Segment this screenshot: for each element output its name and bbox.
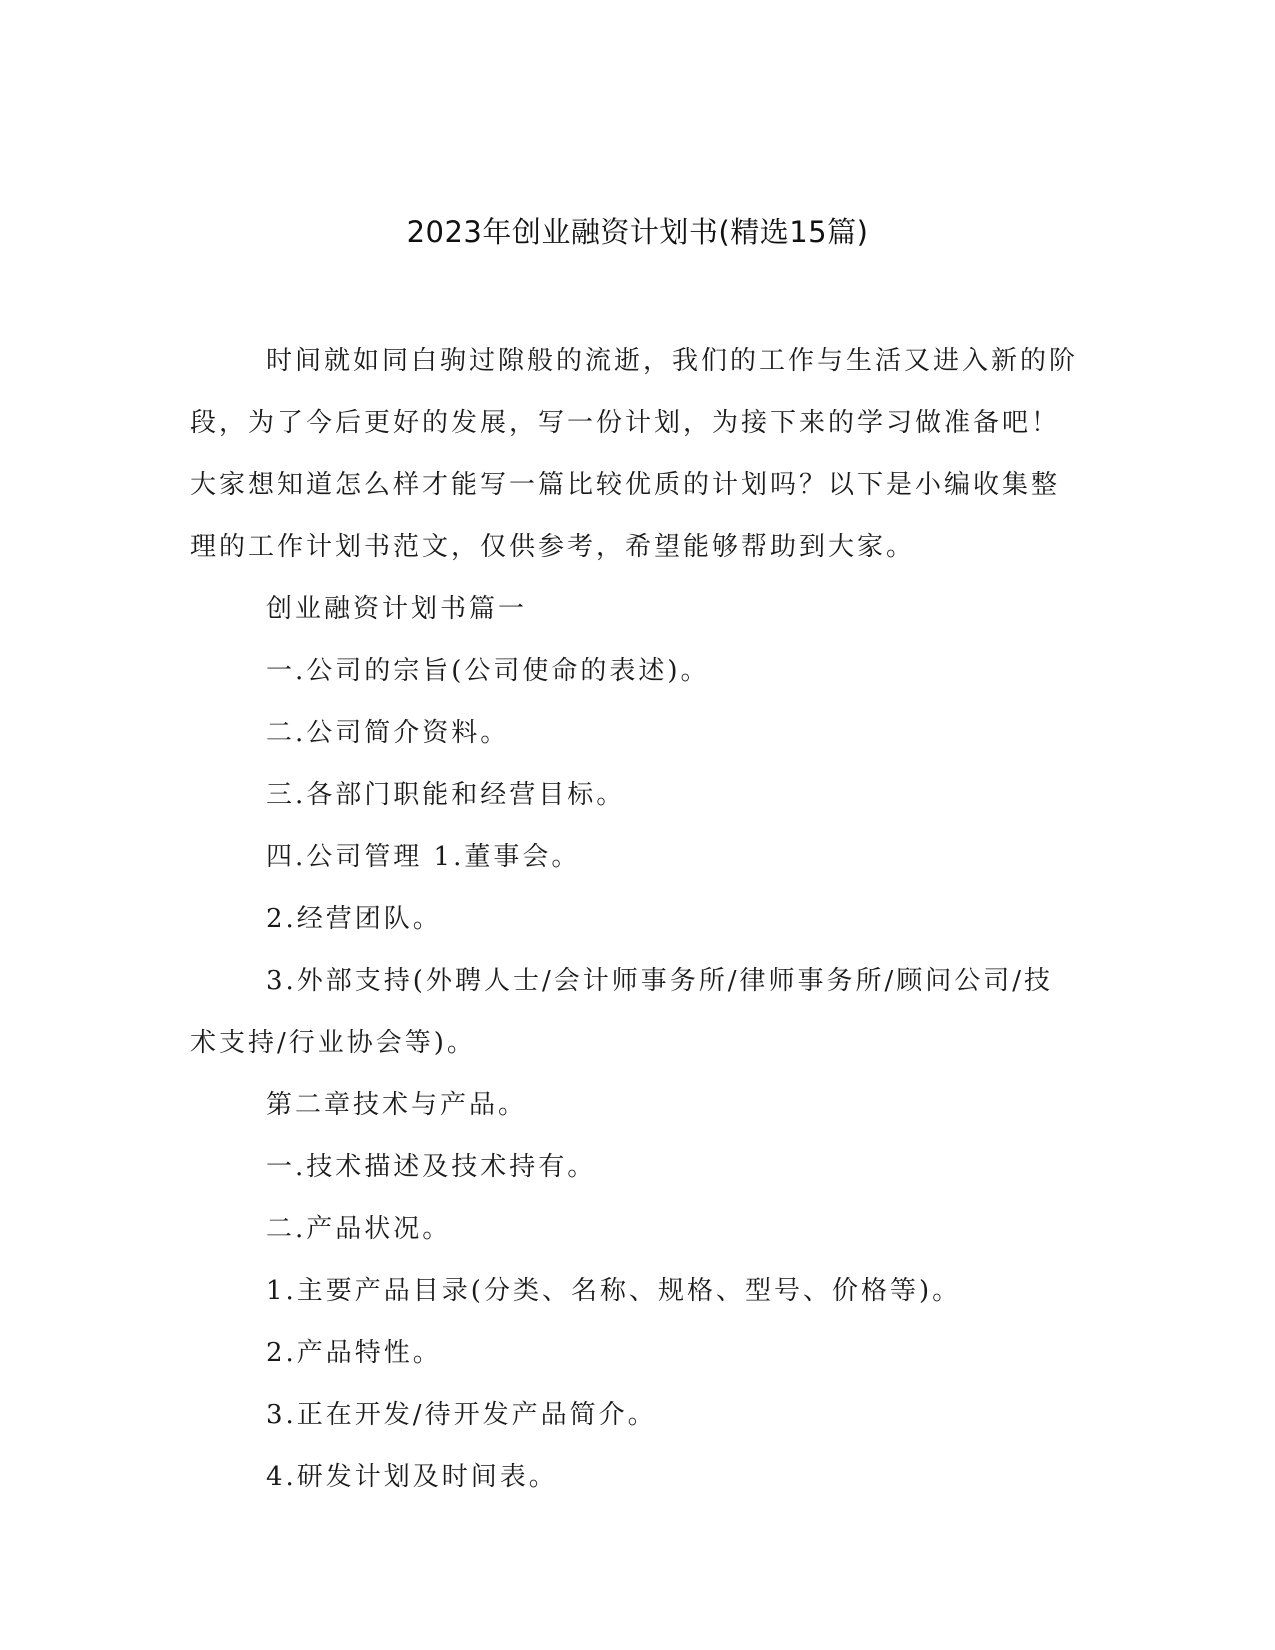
- list-item-external-support: 3.外部支持(外聘人士/会计师事务所/律师事务所/顾问公司/技术支持/行业协会等)。: [190, 966, 1053, 1058]
- list-item-company-purpose: 一.公司的宗旨(公司使命的表述)。: [266, 656, 710, 686]
- list-item-products-in-development: 3.正在开发/待开发产品简介。: [266, 1400, 657, 1430]
- list-item-company-profile: 二.公司简介资料。: [266, 718, 510, 748]
- intro-paragraph: 时间就如同白驹过隙般的流逝，我们的工作与生活又进入新的阶段，为了今后更好的发展，写一份计划，为接下来的学习做准备吧！大家想知道怎么样才能写一篇比较优质的计划吗？以下是小编收集整理的工作计划书范文，仅供参考，希望能够帮助到大家。: [190, 346, 1079, 562]
- list-item-management-team: 2.经营团队。: [266, 904, 442, 934]
- list-item-rd-schedule: 4.研发计划及时间表。: [266, 1462, 558, 1492]
- list-item-product-status: 二.产品状况。: [266, 1214, 452, 1244]
- document-body: [190, 330, 1080, 1508]
- chapter-heading-technology-products: 第二章技术与产品。: [266, 1090, 528, 1120]
- list-item-technology-description: 一.技术描述及技术持有。: [266, 1152, 597, 1182]
- list-item-product-catalog: 1.主要产品目录(分类、名称、规格、型号、价格等)。: [266, 1276, 962, 1306]
- list-item-department-functions: 三.各部门职能和经营目标。: [266, 780, 626, 810]
- list-item-product-features: 2.产品特性。: [266, 1338, 442, 1368]
- list-item-company-management: 四.公司管理 1.董事会。: [266, 842, 581, 872]
- document-title: 2023年创业融资计划书(精选15篇): [406, 215, 869, 249]
- section-heading-part-one: 创业融资计划书篇一: [266, 594, 528, 624]
